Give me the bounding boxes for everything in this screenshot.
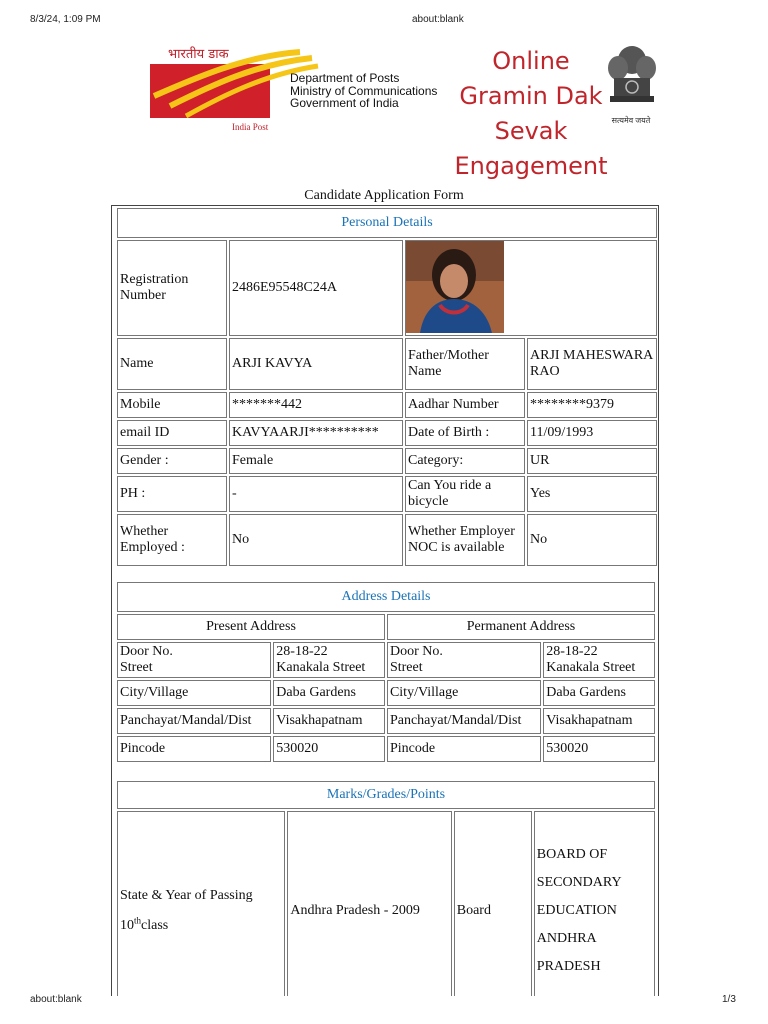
address-details-table <box>115 580 657 764</box>
department-line: Department of Posts <box>290 71 400 85</box>
aadhar-number: ********9379 <box>527 392 657 418</box>
present-district: Visakhapatnam <box>273 708 385 734</box>
field-label: Category: <box>405 448 525 474</box>
date-of-birth: 11/09/1993 <box>527 420 657 446</box>
state-year-value: Andhra Pradesh - 2009 <box>287 811 451 996</box>
registration-number: 2486E95548C24A <box>229 240 403 336</box>
field-label: Pincode <box>117 736 271 762</box>
emblem-motto: सत्यमेव जयते <box>611 116 651 125</box>
logo-hindi-text: भारतीय डाक <box>168 47 229 62</box>
logo-caption: India Post <box>232 122 269 132</box>
mobile-number: *******442 <box>229 392 403 418</box>
board-line: BOARD OF <box>536 846 608 862</box>
section-heading: Personal Details <box>117 208 657 238</box>
portal-headline <box>448 44 614 184</box>
present-door: 28-18-22 <box>276 644 328 659</box>
field-label: Panchayat/Mandal/Dist <box>387 708 541 734</box>
class-suffix: th <box>134 915 142 926</box>
field-label: State & Year of Passing <box>120 888 253 903</box>
class-word: class <box>141 918 169 933</box>
email-id: KAVYAARJI********** <box>229 420 403 446</box>
government-line: Government of India <box>290 96 399 110</box>
employed-answer: No <box>229 514 403 566</box>
permanent-door-street <box>543 642 655 678</box>
class-label <box>120 911 282 941</box>
field-label: Father/Mother Name <box>405 338 525 390</box>
field-label: PH : <box>117 476 227 512</box>
present-city: Daba Gardens <box>273 680 385 706</box>
gender: Female <box>229 448 403 474</box>
present-street: Kanakala Street <box>276 660 366 675</box>
marks-table <box>115 779 657 996</box>
board-line: PRADESH <box>536 958 601 974</box>
field-label: Pincode <box>387 736 541 762</box>
field-label: Aadhar Number <box>405 392 525 418</box>
board-name <box>534 811 655 996</box>
field-label: Whether Employed : <box>117 514 227 566</box>
section-heading: Address Details <box>117 582 655 612</box>
print-footer <box>0 994 768 1014</box>
field-label <box>117 642 271 678</box>
field-label: Registration Number <box>117 240 227 336</box>
field-label: Panchayat/Mandal/Dist <box>117 708 271 734</box>
field-label: email ID <box>117 420 227 446</box>
permanent-street: Kanakala Street <box>546 660 636 675</box>
permanent-door: 28-18-22 <box>546 644 598 659</box>
noc-answer: No <box>527 514 657 566</box>
board-line: SECONDARY <box>536 874 622 890</box>
door-label: Door No. <box>389 644 443 659</box>
street-label: Street <box>120 660 153 675</box>
present-pincode: 530020 <box>273 736 385 762</box>
field-label: Gender : <box>117 448 227 474</box>
section-heading: Marks/Grades/Points <box>117 781 655 809</box>
father-mother-name: ARJI MAHESWARA RAO <box>527 338 657 390</box>
present-address-heading: Present Address <box>117 614 385 640</box>
field-label: City/Village <box>387 680 541 706</box>
field-label: Mobile <box>117 392 227 418</box>
field-label: City/Village <box>117 680 271 706</box>
application-form <box>111 205 659 996</box>
print-datetime: 8/3/24, 1:09 PM <box>30 14 101 25</box>
headline-line: Engagement <box>454 152 608 180</box>
permanent-city: Daba Gardens <box>543 680 655 706</box>
footer-url: about:blank <box>30 994 82 1005</box>
candidate-photo <box>406 241 504 333</box>
category: UR <box>527 448 657 474</box>
permanent-address-heading: Permanent Address <box>387 614 655 640</box>
door-label: Door No. <box>120 644 173 659</box>
field-label: Whether Employer NOC is available <box>405 514 525 566</box>
ministry-line: Ministry of Communications <box>290 83 438 98</box>
street-label: Street <box>389 660 423 675</box>
print-url: about:blank <box>412 14 464 25</box>
class-number: 10 <box>120 918 134 933</box>
bicycle-answer: Yes <box>527 476 657 512</box>
print-header <box>0 14 768 34</box>
board-line: EDUCATION <box>536 902 617 918</box>
field-label: Name <box>117 338 227 390</box>
headline-line: Online <box>492 47 570 75</box>
candidate-name: ARJI KAVYA <box>229 338 403 390</box>
board-line: ANDHRA <box>536 930 597 946</box>
headline-line: Gramin Dak <box>459 82 603 110</box>
field-label: Can You ride a bicycle <box>405 476 525 512</box>
field-label <box>387 642 541 678</box>
state-year-label-cell <box>117 811 285 996</box>
field-label: Date of Birth : <box>405 420 525 446</box>
page-number: 1/3 <box>722 994 736 1005</box>
permanent-district: Visakhapatnam <box>543 708 655 734</box>
permanent-pincode: 530020 <box>543 736 655 762</box>
headline-line: Sevak <box>494 117 568 145</box>
personal-details-table <box>115 206 659 568</box>
field-label: Board <box>454 811 532 996</box>
lion-capital-icon <box>604 40 660 116</box>
form-title: Candidate Application Form <box>304 188 464 203</box>
ph-status: - <box>229 476 403 512</box>
present-door-street <box>273 642 385 678</box>
department-block <box>290 72 437 110</box>
